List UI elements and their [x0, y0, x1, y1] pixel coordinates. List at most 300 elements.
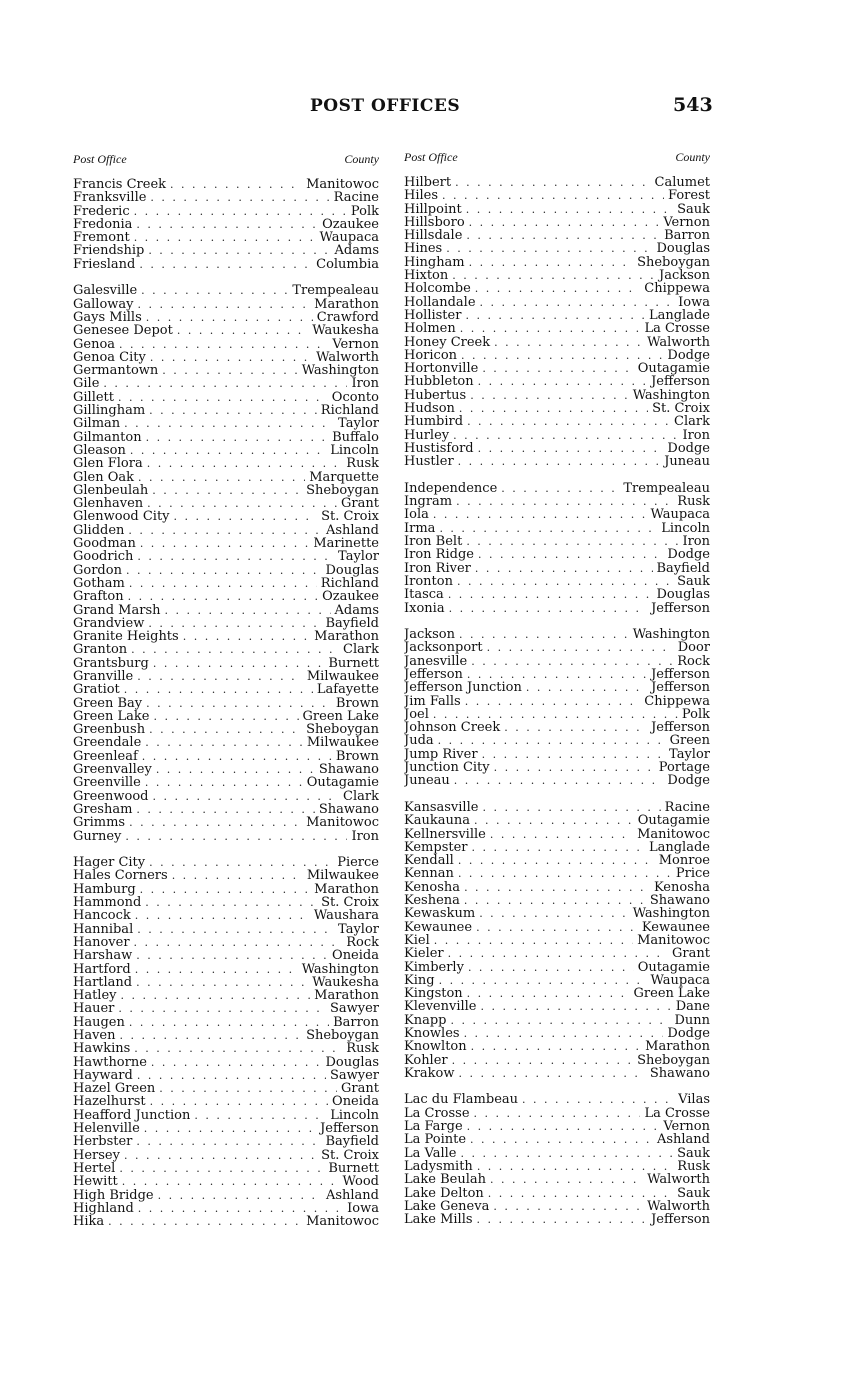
- dot-leader: [129, 577, 317, 590]
- post-office-entry: [404, 442, 710, 455]
- post-office-entry: [404, 641, 710, 654]
- dot-leader: [504, 721, 647, 734]
- post-office-name: Kieler: [404, 947, 444, 961]
- post-office-entry: [73, 963, 379, 976]
- dot-leader: [460, 1147, 673, 1160]
- dot-leader: [458, 867, 672, 880]
- post-office-heading: Post Office: [73, 152, 127, 166]
- post-office-entry: [404, 828, 710, 841]
- dot-leader: [147, 457, 343, 470]
- dot-leader: [145, 776, 303, 789]
- post-office-name: Hustler: [404, 455, 454, 469]
- county-name: Monroe: [658, 854, 710, 868]
- post-office-entry: [73, 1135, 379, 1148]
- entry-group: [404, 1093, 710, 1226]
- dot-leader: [493, 1200, 643, 1213]
- county-name: Ashland: [325, 1188, 379, 1202]
- county-name: Portage: [658, 761, 710, 775]
- post-office-entry: [404, 774, 710, 787]
- column-header: [73, 152, 379, 170]
- dot-leader: [526, 681, 647, 694]
- county-name: Iowa: [347, 1201, 379, 1216]
- county-name: Lincoln: [330, 443, 379, 458]
- dot-leader: [158, 1189, 322, 1202]
- post-office-name: Greendale: [73, 736, 142, 750]
- post-office-name: Knapp: [404, 1013, 447, 1027]
- page-title: POST OFFICES: [310, 96, 461, 116]
- post-office-name: Gordon: [73, 563, 122, 577]
- dot-leader: [433, 508, 647, 521]
- county-name: Jackson: [659, 269, 710, 283]
- dot-leader: [490, 828, 633, 841]
- post-office-name: Grimms: [73, 816, 126, 830]
- county-name: Clark: [343, 789, 379, 803]
- dot-leader: [121, 989, 311, 1002]
- dot-leader: [147, 497, 337, 510]
- post-office-name: Grand Marsh: [73, 603, 161, 617]
- county-name: Marathon: [314, 297, 379, 311]
- post-office-name: Gillett: [73, 390, 114, 405]
- post-office-name: Grantsburg: [73, 656, 149, 670]
- county-name: Chippewa: [644, 282, 710, 296]
- post-office-entry: [73, 816, 379, 829]
- dot-leader: [119, 1162, 324, 1175]
- post-office-name: Gilmanton: [73, 430, 142, 444]
- county-name: Clark: [343, 643, 379, 657]
- post-office-entry: [404, 242, 710, 255]
- dot-leader: [162, 364, 297, 377]
- dot-leader: [124, 1149, 317, 1162]
- county-name: Manitowoc: [306, 178, 379, 192]
- post-office-name: Fremont: [73, 231, 130, 245]
- county-name: Marathon: [314, 630, 379, 644]
- post-office-name: Lake Mills: [404, 1213, 473, 1227]
- post-office-name: Hancock: [73, 909, 131, 923]
- post-office-name: Kimberly: [404, 960, 464, 974]
- dot-leader: [482, 748, 665, 761]
- post-office-entry: [404, 296, 710, 309]
- post-office-entry: [73, 710, 379, 723]
- post-office-entry: [404, 734, 710, 747]
- post-office-name: Hanover: [73, 935, 130, 950]
- post-office-name: Gillingham: [73, 404, 146, 418]
- county-name: Manitowoc: [306, 816, 379, 830]
- post-office-name: Kennan: [404, 867, 454, 881]
- post-office-name: Gratiot: [73, 683, 120, 697]
- post-office-name: Hager City: [73, 856, 146, 870]
- post-office-name: Granite Heights: [73, 630, 179, 644]
- post-office-name: Hazel Green: [73, 1082, 156, 1096]
- dot-leader: [152, 484, 302, 497]
- post-office-entry: [73, 683, 379, 696]
- post-office-entry: [73, 391, 379, 404]
- post-office-name: Ladysmith: [404, 1159, 473, 1174]
- dot-leader: [134, 231, 316, 244]
- post-office-entry: [404, 1067, 710, 1080]
- dot-leader: [165, 604, 331, 617]
- post-office-name: Hawkins: [73, 1042, 131, 1056]
- dot-leader: [149, 404, 317, 417]
- dot-leader: [126, 564, 322, 577]
- dot-leader: [128, 590, 319, 603]
- post-office-entry: [404, 189, 710, 202]
- post-office-entry: [73, 564, 379, 577]
- post-office-name: Humbird: [404, 415, 464, 429]
- county-name: Outagamie: [637, 362, 710, 376]
- county-name: Ashland: [656, 1133, 710, 1147]
- post-office-name: Glenbeulah: [73, 483, 149, 498]
- county-name: Green Lake: [633, 987, 710, 1001]
- post-office-name: Hayward: [73, 1068, 133, 1083]
- post-office-entry: [73, 484, 379, 497]
- post-office-entry: [73, 1149, 379, 1162]
- dot-leader: [467, 415, 670, 428]
- post-office-entry: [73, 377, 379, 390]
- post-office-entry: [73, 989, 379, 1002]
- post-office-name: Granville: [73, 669, 134, 684]
- post-office-entry: [404, 1173, 710, 1186]
- county-name: Sawyer: [329, 1068, 379, 1083]
- dot-leader: [488, 1187, 673, 1200]
- post-office-entry: [73, 231, 379, 244]
- post-office-entry: [73, 471, 379, 484]
- dot-leader: [118, 391, 328, 404]
- county-name: Jefferson: [651, 1213, 710, 1227]
- post-office-name: Gleason: [73, 443, 126, 458]
- post-office-name: Hartland: [73, 975, 133, 990]
- post-office-name: Gays Mills: [73, 310, 142, 325]
- county-name: Douglas: [325, 563, 379, 577]
- post-office-entry: [404, 947, 710, 960]
- post-office-entry: [404, 508, 710, 521]
- county-name: Sauk: [677, 574, 710, 589]
- county-name: La Crosse: [644, 1106, 710, 1121]
- dot-leader: [156, 763, 315, 776]
- county-heading: County: [344, 152, 379, 166]
- post-office-entry: [73, 869, 379, 882]
- post-office-entry: [73, 896, 379, 909]
- post-office-entry: [73, 1082, 379, 1095]
- post-office-entry: [404, 907, 710, 920]
- county-name: Bayfield: [325, 1135, 379, 1149]
- dot-leader: [467, 1120, 660, 1133]
- dot-leader: [470, 1133, 653, 1146]
- county-name: Dodge: [667, 1027, 710, 1041]
- dot-leader: [458, 854, 655, 867]
- post-office-entry: [73, 1215, 379, 1228]
- post-office-entry: [73, 590, 379, 603]
- dot-leader: [159, 1082, 337, 1095]
- dot-leader: [448, 588, 653, 601]
- dot-leader: [482, 362, 633, 375]
- post-office-name: Hauer: [73, 1002, 115, 1016]
- county-name: Green Lake: [302, 709, 379, 724]
- entry-group: [73, 178, 379, 271]
- county-name: Forest: [668, 189, 710, 203]
- county-name: Oneida: [332, 1095, 379, 1109]
- post-office-entry: [73, 883, 379, 896]
- dot-leader: [151, 1056, 322, 1069]
- county-name: Taylor: [669, 747, 710, 762]
- post-office-name: Jackson: [404, 628, 455, 642]
- county-name: Pierce: [337, 856, 379, 870]
- post-office-name: Kenosha: [404, 880, 461, 895]
- post-office-name: Janesville: [404, 654, 468, 668]
- post-office-entry: [73, 1095, 379, 1108]
- post-office-name: Hartford: [73, 962, 131, 976]
- post-office-entry: [404, 415, 710, 428]
- post-office-name: Goodman: [73, 537, 136, 551]
- dot-leader: [478, 548, 663, 561]
- dot-leader: [475, 562, 653, 575]
- dot-leader: [469, 256, 633, 269]
- post-office-name: Hales Corners: [73, 869, 168, 883]
- post-office-name: Hillpoint: [404, 202, 462, 216]
- post-office-name: Gotham: [73, 576, 125, 591]
- post-office-entry: [404, 867, 710, 880]
- post-office-entry: [73, 431, 379, 444]
- dot-leader: [139, 258, 312, 271]
- post-office-entry: [404, 1040, 710, 1053]
- dot-leader: [129, 1016, 329, 1029]
- post-office-entry: [73, 178, 379, 191]
- post-office-name: Hatley: [73, 989, 117, 1003]
- post-office-name: Glenwood City: [73, 510, 170, 524]
- post-office-name: Genesee Depot: [73, 324, 173, 338]
- post-office-name: Honey Creek: [404, 335, 491, 349]
- county-name: Burnett: [328, 656, 379, 670]
- post-office-name: Johnson Creek: [404, 721, 501, 735]
- post-office-name: Hammond: [73, 896, 142, 910]
- post-office-entry: [73, 856, 379, 869]
- county-name: Rusk: [677, 495, 710, 509]
- post-office-name: Jump River: [404, 747, 478, 762]
- post-office-entry: [73, 550, 379, 563]
- county-name: Langlade: [648, 308, 710, 323]
- post-office-name: Hollandale: [404, 295, 476, 309]
- post-office-name: Greenvalley: [73, 763, 152, 777]
- dot-leader: [522, 1093, 674, 1106]
- post-office-entry: [73, 736, 379, 749]
- dot-leader: [494, 336, 643, 349]
- dot-leader: [469, 216, 660, 229]
- post-office-name: Hiles: [404, 189, 439, 203]
- dot-leader: [452, 1054, 633, 1067]
- post-office-entry: [73, 457, 379, 470]
- county-name: Marathon: [645, 1040, 710, 1054]
- county-name: Brown: [335, 749, 379, 764]
- post-office-entry: [404, 1187, 710, 1200]
- dot-leader: [146, 431, 329, 444]
- dot-leader: [137, 1069, 326, 1082]
- dot-leader: [476, 921, 638, 934]
- county-name: Rusk: [346, 1042, 379, 1056]
- county-name: St. Croix: [321, 510, 379, 524]
- dot-leader: [172, 869, 303, 882]
- county-name: Richland: [320, 404, 379, 418]
- post-office-entry: [73, 298, 379, 311]
- post-office-entry: [404, 681, 710, 694]
- dot-leader: [472, 841, 645, 854]
- county-name: Washington: [301, 364, 379, 378]
- post-office-name: Krakow: [404, 1066, 455, 1081]
- post-office-entry: [404, 1093, 710, 1106]
- county-name: Vernon: [663, 1120, 710, 1134]
- county-name: Jefferson: [651, 667, 710, 682]
- dot-leader: [150, 1095, 328, 1108]
- dot-leader: [142, 750, 332, 763]
- post-office-entry: [73, 750, 379, 763]
- entry-groups: [404, 176, 710, 1226]
- dot-leader: [465, 695, 641, 708]
- dot-leader: [140, 883, 311, 896]
- post-office-entry: [404, 535, 710, 548]
- dot-leader: [454, 774, 664, 787]
- post-office-entry: [73, 1016, 379, 1029]
- post-office-name: Grafton: [73, 590, 124, 604]
- county-name: Shawano: [649, 1066, 710, 1081]
- dot-leader: [170, 178, 302, 191]
- county-name: Iron: [682, 428, 710, 442]
- county-name: Sheboygan: [306, 483, 379, 498]
- dot-leader: [480, 1000, 671, 1013]
- county-name: Taylor: [338, 550, 379, 564]
- post-office-name: Iola: [404, 508, 429, 522]
- dot-leader: [124, 417, 334, 430]
- post-office-entry: [73, 604, 379, 617]
- post-office-entry: [73, 643, 379, 656]
- entry-group: [404, 801, 710, 1080]
- post-office-name: Hewitt: [73, 1175, 118, 1189]
- county-name: Sheboygan: [306, 1029, 379, 1043]
- post-office-entry: [404, 934, 710, 947]
- county-name: Dunn: [674, 1013, 710, 1027]
- dot-leader: [149, 856, 333, 869]
- dot-leader: [448, 947, 668, 960]
- county-name: Douglas: [325, 1055, 379, 1069]
- post-office-entry: [404, 881, 710, 894]
- post-office-entry: [73, 258, 379, 271]
- county-name: Richland: [320, 576, 379, 591]
- post-office-name: Helenville: [73, 1122, 140, 1136]
- dot-leader: [471, 655, 673, 668]
- post-office-entry: [73, 417, 379, 430]
- dot-leader: [464, 894, 646, 907]
- post-office-name: Iron River: [404, 561, 471, 575]
- dot-leader: [464, 1027, 664, 1040]
- post-office-entry: [404, 336, 710, 349]
- post-office-entry: [73, 630, 379, 643]
- post-office-entry: [73, 1162, 379, 1175]
- post-office-name: Hertel: [73, 1161, 116, 1176]
- post-office-name: Hubertus: [404, 388, 467, 403]
- dot-leader: [148, 617, 321, 630]
- county-name: Rock: [677, 654, 710, 668]
- dot-leader: [134, 936, 343, 949]
- county-name: Barron: [664, 229, 710, 243]
- county-name: Marquette: [309, 470, 379, 484]
- post-office-name: Kewaunee: [404, 920, 473, 934]
- post-office-entry: [73, 670, 379, 683]
- dot-leader: [449, 602, 648, 615]
- post-office-entry: [73, 909, 379, 922]
- dot-leader: [478, 442, 664, 455]
- county-name: Taylor: [338, 417, 379, 431]
- county-name: Waupaca: [650, 973, 710, 988]
- post-office-entry: [73, 1029, 379, 1042]
- post-office-name: Irma: [404, 521, 436, 536]
- post-office-name: Kendall: [404, 854, 454, 868]
- county-name: Sawyer: [329, 1002, 379, 1016]
- dot-leader: [137, 550, 334, 563]
- dot-leader: [480, 296, 675, 309]
- dot-leader: [118, 1002, 326, 1015]
- post-office-entry: [404, 548, 710, 561]
- county-name: Polk: [681, 707, 710, 722]
- post-office-entry: [73, 790, 379, 803]
- post-office-name: Kewaskum: [404, 907, 476, 921]
- dot-leader: [177, 324, 308, 337]
- dot-leader: [194, 1109, 326, 1122]
- post-office-entry: [73, 444, 379, 457]
- post-office-name: Jefferson: [404, 667, 463, 682]
- dot-leader: [134, 205, 347, 218]
- county-name: Milwaukee: [306, 736, 379, 750]
- county-name: Sauk: [677, 202, 710, 216]
- county-name: Waukesha: [312, 975, 379, 990]
- county-name: Shawano: [318, 802, 379, 817]
- post-office-name: Knowlton: [404, 1040, 467, 1054]
- county-name: Grant: [341, 1082, 379, 1096]
- post-office-entry: [73, 1189, 379, 1202]
- county-name: Iron: [351, 377, 379, 391]
- county-name: Bayfield: [656, 561, 710, 575]
- county-name: Douglas: [656, 242, 710, 256]
- post-office-entry: [404, 429, 710, 442]
- dot-leader: [453, 429, 678, 442]
- post-office-name: Lake Beulah: [404, 1173, 486, 1187]
- post-office-entry: [404, 841, 710, 854]
- post-office-entry: [73, 205, 379, 218]
- post-office-entry: [404, 588, 710, 601]
- post-office-name: Kingston: [404, 987, 463, 1001]
- county-name: Lincoln: [330, 1108, 379, 1123]
- dot-leader: [434, 934, 633, 947]
- post-office-entry: [73, 510, 379, 523]
- post-office-name: Hudson: [404, 402, 455, 416]
- post-office-entry: [404, 375, 710, 388]
- county-name: Oneida: [332, 949, 379, 963]
- county-name: St. Croix: [321, 1148, 379, 1162]
- post-office-name: Juneau: [404, 774, 450, 788]
- post-office-name: Germantown: [73, 364, 159, 378]
- post-office-name: La Valle: [404, 1146, 457, 1160]
- post-office-entry: [73, 1042, 379, 1055]
- dot-leader: [145, 896, 317, 909]
- county-name: Iron: [351, 829, 379, 843]
- county-name: Barron: [333, 1015, 379, 1029]
- county-name: Crawford: [316, 310, 379, 325]
- dot-leader: [131, 643, 339, 656]
- county-name: Dodge: [667, 441, 710, 456]
- county-name: Wood: [342, 1175, 379, 1189]
- post-office-name: Hollister: [404, 308, 462, 323]
- post-office-entry: [73, 923, 379, 936]
- post-office-name: Holmen: [404, 322, 456, 336]
- county-name: Trempealeau: [623, 481, 710, 496]
- dot-leader: [136, 803, 314, 816]
- post-office-entry: [404, 455, 710, 468]
